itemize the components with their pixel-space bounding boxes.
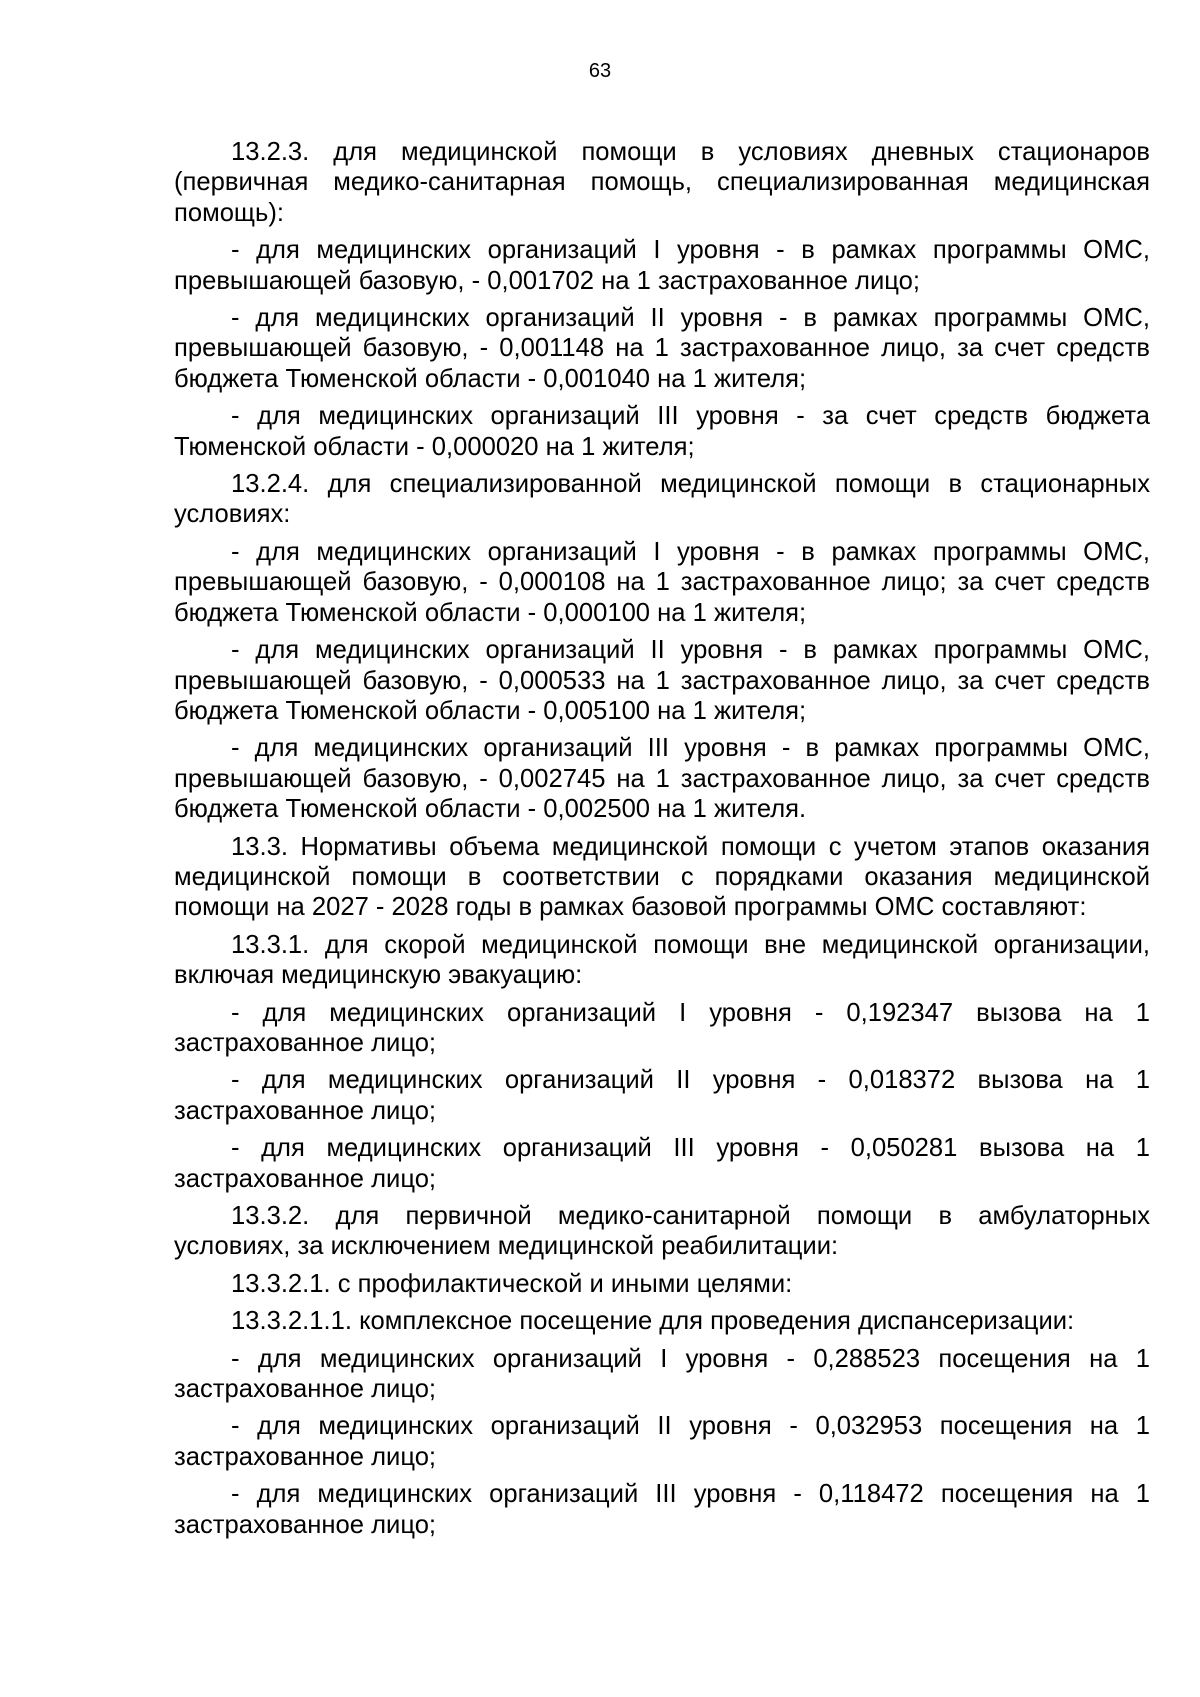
page-number: 63 — [588, 60, 612, 82]
list-item-level-3: - для медицинских организаций III уровня - 0,118472 посещения на 1 застрахованное лицо; — [174, 1480, 1150, 1539]
paragraph-13-3: 13.3. Нормативы объема медицинской помощи с учетом этапов оказания медицинской помощи в соответствии с порядками оказания медицинской помощи на 2027 - 2028 годы в рамках базовой программы ОМС составляют: — [174, 832, 1150, 922]
paragraph-13-2-3: 13.2.3. для медицинской помощи в условиях дневных стационаров (первичная медико-санитарная помощь, специализированная медицинская помощь): — [174, 138, 1150, 227]
list-item-level-1: - для медицинских организаций I уровня - 0,288523 посещения на 1 застрахованное лицо; — [174, 1344, 1150, 1404]
list-item-level-1: - для медицинских организаций I уровня - в рамках программы ОМС, превышающей базовую, - 0,000108 на 1 застрахованное лицо; за счет средств бюджета Тюменской области - 0,000100 на 1 жителя; — [174, 537, 1150, 627]
list-item-level-3: - для медицинских организаций III уровня - в рамках программы ОМС, превышающей базовую, - 0,002745 на 1 застрахованное лицо, за счет средств бюджета Тюменской области - 0,002500 на 1 жителя. — [174, 734, 1150, 824]
list-item-level-1: - для медицинских организаций I уровня - 0,192347 вызова на 1 застрахованное лицо; — [174, 998, 1150, 1057]
paragraph-13-3-2-1-1: 13.3.2.1.1. комплексное посещение для проведения диспансеризации: — [231, 1307, 1075, 1336]
paragraph-13-3-1: 13.3.1. для скорой медицинской помощи вне медицинской организации, включая медицинскую эвакуацию: — [174, 930, 1150, 990]
paragraph-13-3-2: 13.3.2. для первичной медико-санитарной помощи в амбулаторных условиях, за исключением медицинской реабилитации: — [174, 1202, 1150, 1261]
list-item-level-3: - для медицинских организаций III уровня - 0,050281 вызова на 1 застрахованное лицо; — [174, 1134, 1150, 1193]
paragraph-13-2-4: 13.2.4. для специализированной медицинской помощи в стационарных условиях: — [174, 470, 1150, 529]
list-item-level-3: - для медицинских организаций III уровня - за счет средств бюджета Тюменской области - 0,000020 на 1 жителя; — [174, 402, 1150, 461]
list-item-level-2: - для медицинских организаций II уровня - в рамках программы ОМС, превышающей базовую, - 0,001148 на 1 застрахованное лицо, за счет средств бюджета Тюменской области - 0,001040 на 1 жителя; — [174, 304, 1150, 393]
list-item-level-2: - для медицинских организаций II уровня - 0,018372 вызова на 1 застрахованное лицо; — [174, 1066, 1150, 1125]
list-item-level-2: - для медицинских организаций II уровня - в рамках программы ОМС, превышающей базовую, - 0,000533 на 1 застрахованное лицо, за счет средств бюджета Тюменской области - 0,005100 на 1 жителя; — [174, 636, 1150, 725]
list-item-level-2: - для медицинских организаций II уровня - 0,032953 посещения на 1 застрахованное лицо; — [174, 1412, 1150, 1471]
paragraph-13-3-2-1: 13.3.2.1. с профилактической и иными целями: — [231, 1269, 793, 1298]
list-item-level-1: - для медицинских организаций I уровня - в рамках программы ОМС, превышающей базовую, - 0,001702 на 1 застрахованное лицо; — [174, 236, 1150, 295]
document-body — [174, 137, 1150, 1547]
